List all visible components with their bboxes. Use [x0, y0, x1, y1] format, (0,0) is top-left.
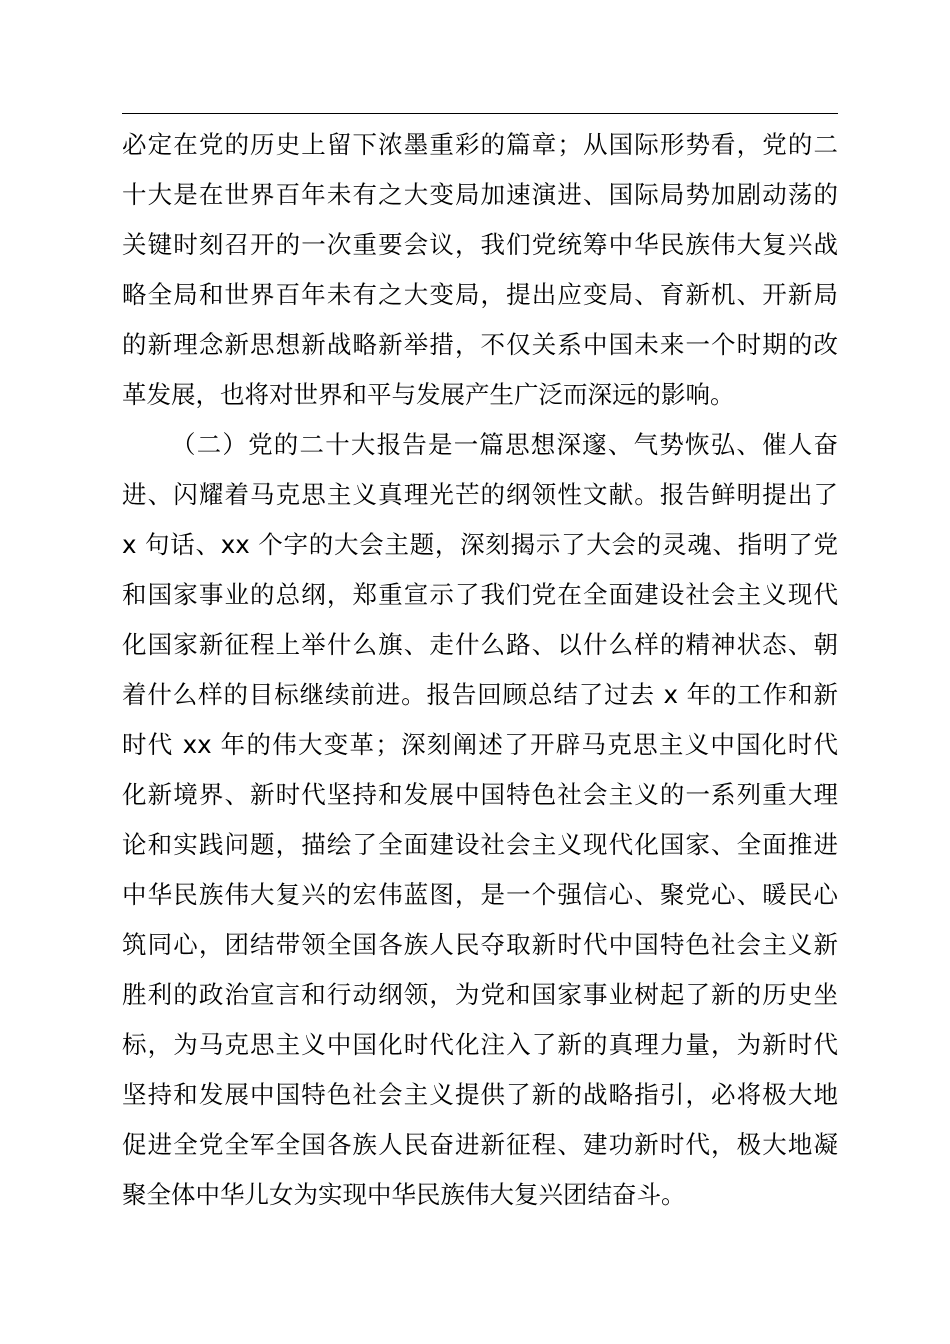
text-line: 和国家事业的总纲，郑重宣示了我们党在全面建设社会主义现代 [122, 580, 838, 609]
text-line: x 句话、xx 个字的大会主题，深刻揭示了大会的灵魂、指明了党 [122, 530, 838, 559]
text-line: 时代 xx 年的伟大变革；深刻阐述了开辟马克思主义中国化时代 [122, 730, 838, 759]
text-line: 的新理念新思想新战略新举措，不仅关系中国未来一个时期的改 [122, 330, 838, 359]
text-line: 革发展，也将对世界和平与发展产生广泛而深远的影响。 [122, 380, 735, 409]
text-line: 论和实践问题，描绘了全面建设社会主义现代化国家、全面推进 [122, 830, 838, 859]
text-line: 关键时刻召开的一次重要会议，我们党统筹中华民族伟大复兴战 [122, 230, 838, 259]
text-line: 化国家新征程上举什么旗、走什么路、以什么样的精神状态、朝 [122, 630, 838, 659]
text-line: 十大是在世界百年未有之大变局加速演进、国际局势加剧动荡的 [122, 180, 838, 209]
text-line: 筑同心，团结带领全国各族人民夺取新时代中国特色社会主义新 [122, 930, 838, 959]
body-text [122, 120, 838, 1220]
text-line: 坚持和发展中国特色社会主义提供了新的战略指引，必将极大地 [122, 1080, 838, 1109]
text-line: 必定在党的历史上留下浓墨重彩的篇章；从国际形势看，党的二 [122, 130, 838, 159]
text-line: 化新境界、新时代坚持和发展中国特色社会主义的一系列重大理 [122, 780, 838, 809]
text-line: 中华民族伟大复兴的宏伟蓝图，是一个强信心、聚党心、暖民心 [122, 880, 838, 909]
text-line: 进、闪耀着马克思主义真理光芒的纲领性文献。报告鲜明提出了 [122, 480, 838, 509]
text-line: 着什么样的目标继续前进。报告回顾总结了过去 x 年的工作和新 [122, 680, 838, 709]
paragraph-start-line: （二）党的二十大报告是一篇思想深邃、气势恢弘、催人奋 [171, 430, 838, 459]
text-line: 略全局和世界百年未有之大变局，提出应变局、育新机、开新局 [122, 280, 838, 309]
text-line: 标，为马克思主义中国化时代化注入了新的真理力量，为新时代 [122, 1030, 838, 1059]
header-rule [122, 113, 838, 114]
text-line: 聚全体中华儿女为实现中华民族伟大复兴团结奋斗。 [122, 1180, 686, 1209]
text-line: 胜利的政治宣言和行动纲领，为党和国家事业树起了新的历史坐 [122, 980, 838, 1009]
text-line: 促进全党全军全国各族人民奋进新征程、建功新时代，极大地凝 [122, 1130, 838, 1159]
